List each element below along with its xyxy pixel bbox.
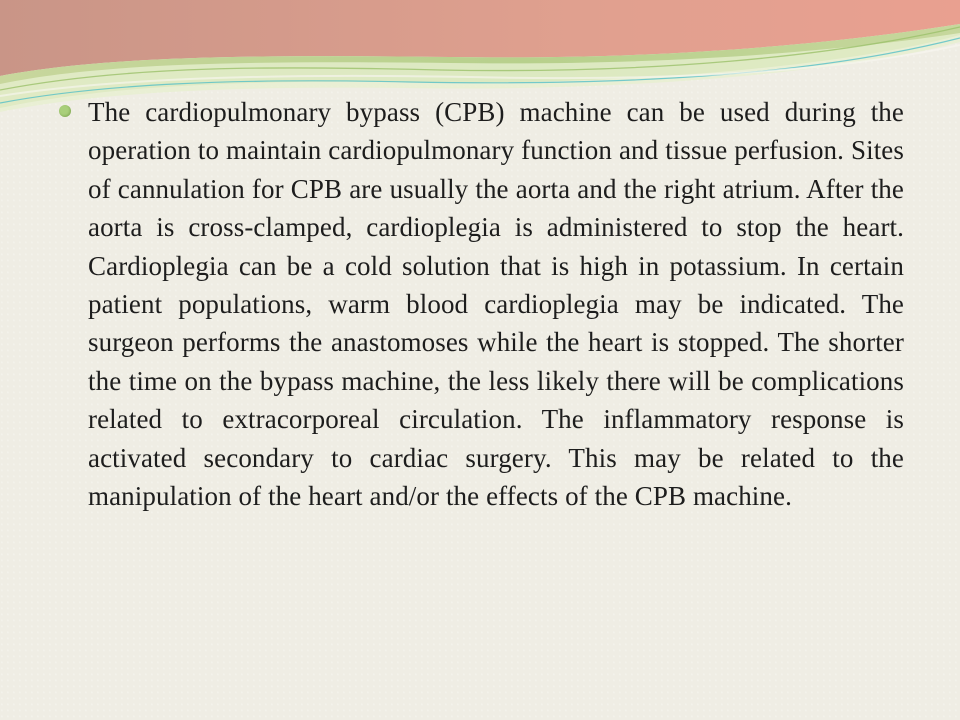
body-paragraph: The cardiopulmonary bypass (CPB) machine can be used during the operation to maintain cardiopulmonary function and tissue perfusion. Sites of cannulation for CPB are usually the aorta and the right atrium. After the aorta is cross-clamped, cardioplegia is administered to stop the heart. Cardioplegia can be a cold solution that is high in potassium. In certain patient populations, warm blood cardioplegia may be indicated. The surgeon performs the anastomoses while the heart is stopped. The shorter the time on the bypass machine, the less likely there will be complications related to extracorporeal circulation. The inflammatory response is activated secondary to cardiac surgery. This may be related to the manipulation of the heart and/or the effects of the CPB machine. (88, 97, 904, 512)
main-content (59, 93, 904, 515)
bullet-icon (59, 105, 71, 117)
